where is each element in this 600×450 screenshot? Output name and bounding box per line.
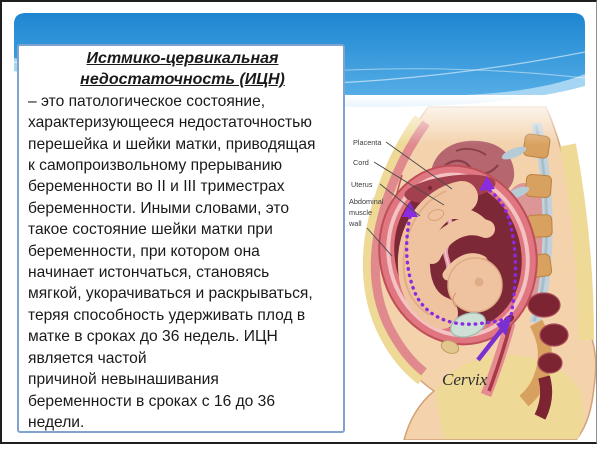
body-line: мягкой, укорачиваться и раскрываться, [28, 285, 313, 303]
fetus-ear [475, 278, 484, 287]
body-line: недели. [28, 413, 85, 431]
body-line: беременности. Иными словами, это [28, 199, 290, 217]
svg-text:muscle: muscle [349, 208, 373, 217]
body-line: к самопроизвольному прерыванию [28, 157, 283, 175]
body-line: теряя способность удерживать плод в [28, 306, 306, 324]
fetus-head [448, 258, 502, 312]
body-line: матке в сроках до 36 недель. ИЦН [28, 328, 278, 346]
svg-text:wall: wall [349, 219, 362, 228]
cervix-label: Cervix [442, 370, 488, 389]
body-line: такое состояние шейки матки при [28, 221, 273, 239]
body-line: начинает истончаться, становясь [28, 264, 270, 282]
slide-title-line-1: Истмико-цервикальная [86, 50, 279, 67]
body-line: является частой [28, 349, 147, 367]
placenta-label: Placenta [353, 138, 382, 147]
body-line: перешейка и шейки матки, приводящая [28, 135, 316, 153]
cord-label: Cord [353, 158, 369, 167]
body-line: характеризующееся недостаточностью [28, 114, 312, 132]
slide-title-line-2: недостаточность (ИЦН) [80, 71, 285, 89]
body-line: причиной невынашивания [28, 371, 219, 389]
body-line: беременности, при котором она [28, 242, 260, 260]
body-line: беременности во II и III триместрах [28, 178, 285, 196]
text-panel [17, 44, 345, 433]
svg-text:Abdominal: Abdominal [349, 197, 384, 206]
body-line: беременности в сроках с 16 до 36 [28, 392, 276, 410]
pregnancy-anatomy-figure [340, 95, 600, 440]
uterus-label: Uterus [351, 180, 373, 189]
body-line: – это патологическое состояние, [28, 92, 266, 110]
